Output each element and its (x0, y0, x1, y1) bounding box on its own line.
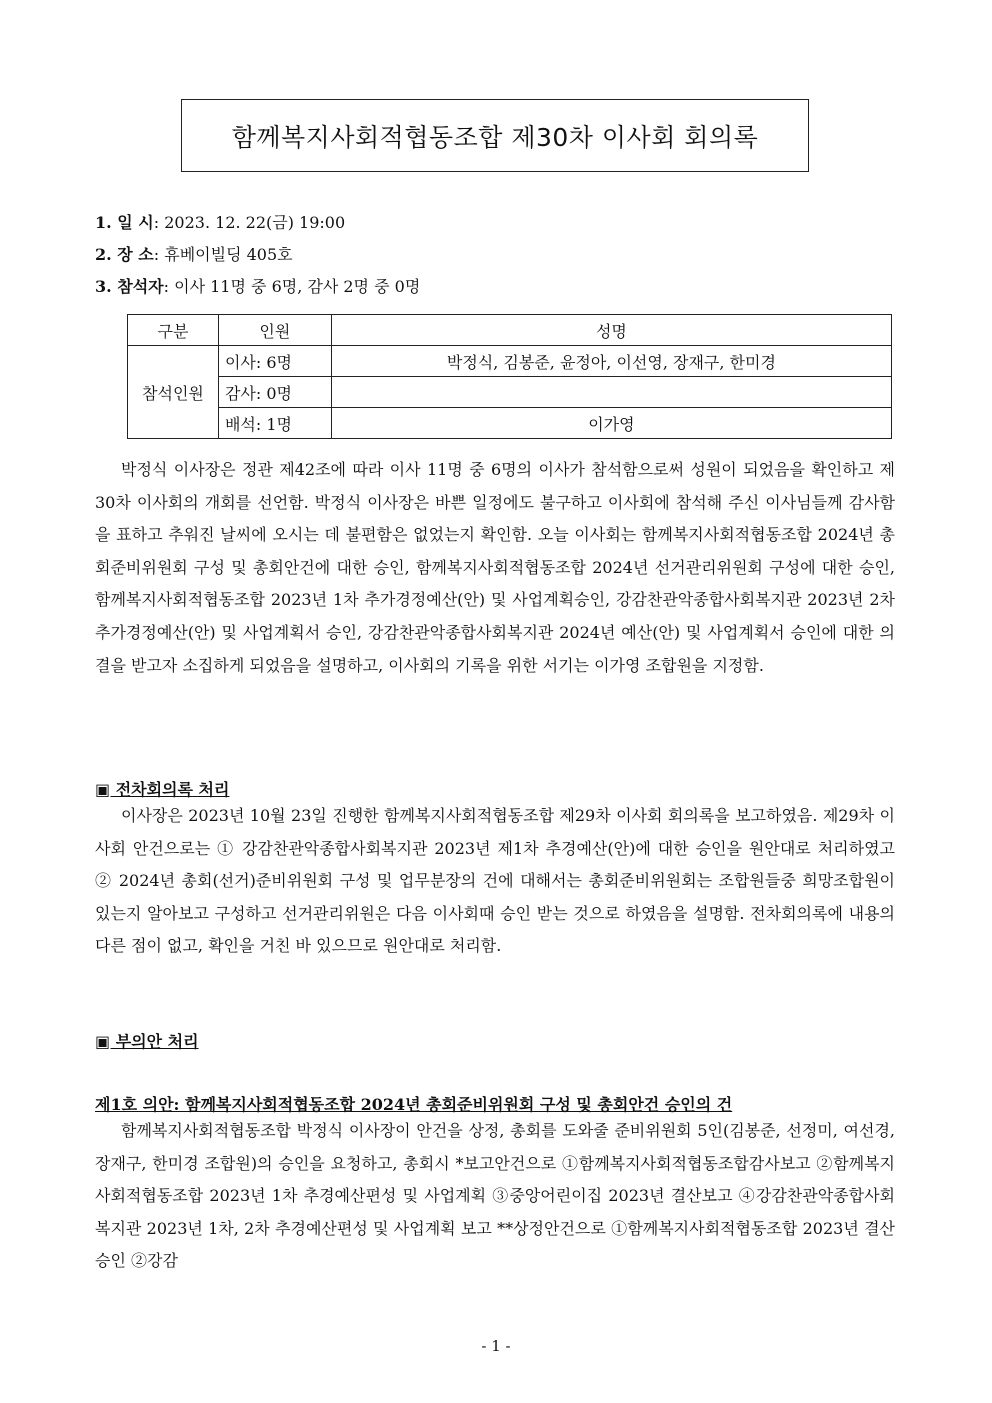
info-attendees (95, 276, 420, 298)
row-count: 배석: 1명 (218, 408, 331, 439)
header-names: 성명 (331, 315, 891, 346)
group-label: 참석인원 (128, 346, 219, 439)
title-box (181, 99, 809, 172)
table-header-row (128, 315, 892, 346)
row-count: 이사: 6명 (218, 346, 331, 377)
row-names (331, 377, 891, 408)
info-attendees-value: : 이사 11명 중 6명, 감사 2명 중 0명 (163, 277, 421, 296)
info-date-label: 1. 일 시 (95, 213, 154, 232)
agenda-item-1-heading: 제1호 의안: 함께복지사회적협동조합 2024년 총회준비위원회 구성 및 총회안건 승인의 건 (95, 1095, 733, 1114)
table-row (128, 408, 892, 439)
section-heading-previous-minutes: ▣ 전차회의록 처리 (95, 780, 230, 799)
info-date (95, 212, 345, 234)
row-names: 이가영 (331, 408, 891, 439)
info-place-value: : 휴베이빌딩 405호 (153, 245, 293, 264)
agenda-item-1-paragraph: 함께복지사회적협동조합 박정식 이사장이 안건을 상정, 총회를 도와줄 준비위원회 5인(김봉준, 선정미, 여선경, 장재구, 한미경 조합원)의 승인을 요청하고, 총회시 *보고안건으로 ①함께복지사회적협동조합감사보고 ②함께복지사회적협동조합 2023년 1차 추경예산편성 및 사업계획 ③중앙어린이집 2023년 결산보고 ④강감찬관악종합사회복지관 2023년 1차, 2차 추경예산편성 및 사업계획 보고 **상정안건으로 ①함께복지사회적협동조합 2023년 결산 승인 ②강감 (95, 1121, 895, 1271)
page-number: - 1 - (481, 1337, 511, 1355)
row-count: 감사: 0명 (218, 377, 331, 408)
row-names: 박정식, 김봉준, 윤정아, 이선영, 장재구, 한미경 (331, 346, 891, 377)
table-row (128, 377, 892, 408)
info-place (95, 244, 293, 266)
attendance-table (127, 314, 892, 439)
previous-minutes-paragraph: 이사장은 2023년 10월 23일 진행한 함께복지사회적협동조합 제29차 이사회 회의록을 보고하였음. 제29차 이사회 안건으로는 ① 강감찬관악종합사회복지관 2023년 제1차 추경예산(안)에 대한 승인을 원안대로 처리하였고 ② 2024년 총회(선거)준비위원회 구성 및 업무분장의 건에 대해서는 총회준비위원회는 조합원들중 희망조합원이 있는지 알아보고 구성하고 선거관리위원은 다음 이사회때 승인 받는 것으로 하였음을 설명함. 전차회의록에 내용의 다른 점이 없고, 확인을 거친 바 있으므로 원안대로 처리함. (95, 806, 895, 956)
intro-paragraph: 박정식 이사장은 정관 제42조에 따라 이사 11명 중 6명의 이사가 참석함으로써 성원이 되었음을 확인하고 제30차 이사회의 개회를 선언함. 박정식 이사장은 바쁜 일정에도 불구하고 이사회에 참석해 주신 이사님들께 감사함을 표하고 추워진 날씨에 오시는 데 불편함은 없었는지 확인함. 오늘 이사회는 함께복지사회적협동조합 2024년 총회준비위원회 구성 및 총회안건에 대한 승인, 함께복지사회적협동조합 2024년 선거관리위원회 구성에 대한 승인, 함께복지사회적협동조합 2023년 1차 추가경정예산(안) 및 사업계획승인, 강감찬관악종합사회복지관 2023년 2차 추가경정예산(안) 및 사업계획서 승인, 강감찬관악종합사회복지관 2024년 예산(안) 및 사업계획서 승인에 대한 의결을 받고자 소집하게 되었음을 설명하고, 이사회의 기록을 위한 서기는 이가영 조합원을 지정함. (95, 460, 895, 675)
section-heading-agenda: ▣ 부의안 처리 (95, 1032, 199, 1051)
table-row (128, 346, 892, 377)
header-count: 인원 (218, 315, 331, 346)
info-place-label: 2. 장 소 (95, 245, 154, 264)
info-date-value: : 2023. 12. 22(금) 19:00 (153, 213, 346, 232)
document-title: 함께복지사회적협동조합 제30차 이사회 회의록 (231, 122, 759, 152)
info-attendees-label: 3. 참석자 (95, 277, 164, 296)
header-category: 구분 (128, 315, 219, 346)
